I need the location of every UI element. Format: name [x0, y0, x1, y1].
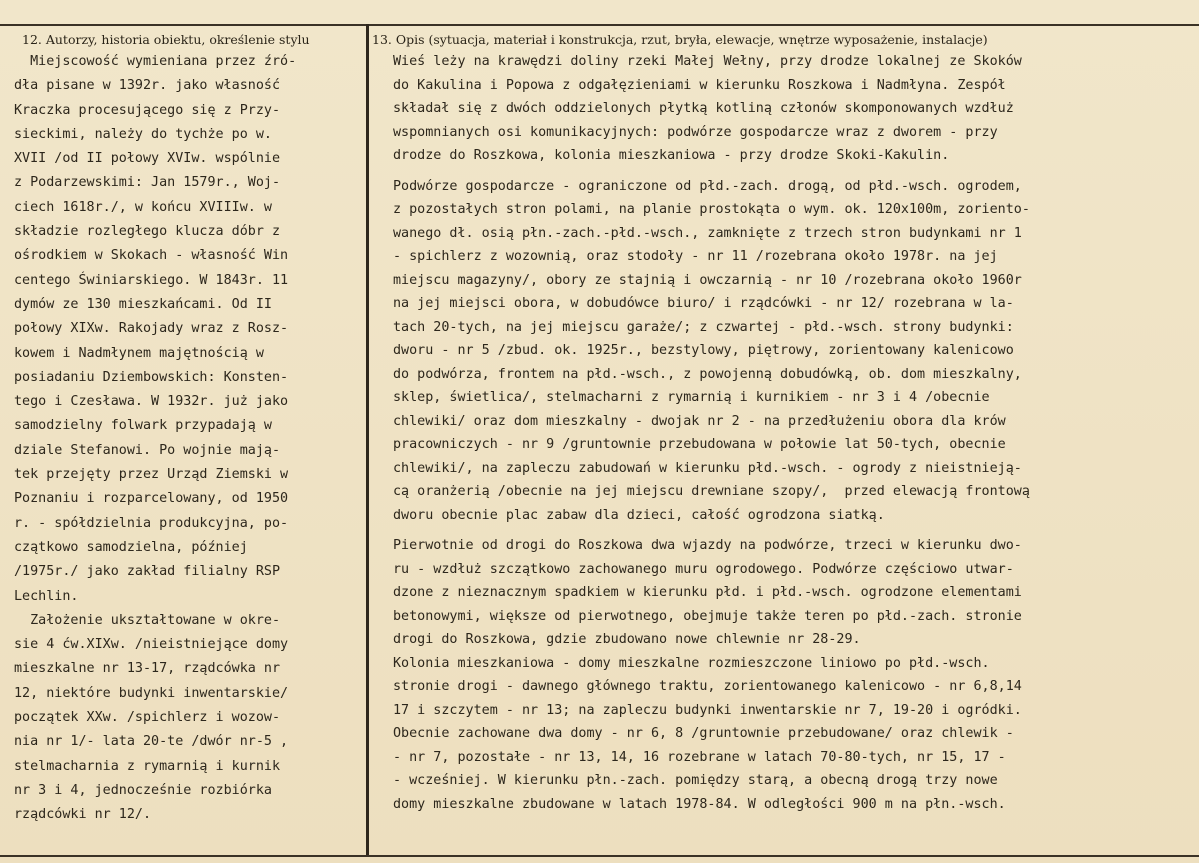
- history-text-line: samodzielny folwark przypadają w: [14, 418, 272, 434]
- description-text-line: domy mieszkalne zbudowane w latach 1978-84. W odległości 900 m na płn.-wsch.: [393, 796, 1006, 812]
- description-text-line: Wieś leży na krawędzi doliny rzeki Małej Wełny, przy drodze lokalnej ze Skoków: [393, 54, 1022, 69]
- history-text-line: składzie rozległego klucza dóbr z: [14, 224, 281, 240]
- description-text-line: drodze do Roszkowa, kolonia mieszkaniowa - przy drodze Skoki-Kakulin.: [393, 148, 950, 163]
- history-text-line: z Podarzewskimi: Jan 1579r., Woj-: [14, 175, 281, 191]
- column-divider: [366, 24, 369, 855]
- description-text-line: dworu - nr 5 /zbud. ok. 1925r., bezstylowy, piętrowy, zorientowany kalenicowo: [393, 343, 1014, 358]
- history-text-line: mieszkalne nr 13-17, rządcówka nr: [14, 661, 281, 677]
- top-rule: [0, 24, 1199, 26]
- description-text-line: dzone z nieznacznym spadkiem w kierunku płd. i płd.-wsch. ogrodzone elementami: [393, 585, 1022, 600]
- description-text-line: drogi do Roszkowa, gdzie zbudowano nowe chlewnie nr 28-29.: [393, 632, 861, 647]
- history-text-column: [14, 50, 364, 828]
- history-text-line: ośrodkiem w Skokach - własność Win: [14, 248, 289, 264]
- history-text-line: r. - spółdzielnia produkcyjna, po-: [14, 515, 289, 531]
- description-text-line: Pierwotnie od drogi do Roszkowa dwa wjazdy na podwórze, trzeci w kierunku dwo-: [393, 538, 1022, 553]
- right-column-header: 13. Opis (sytuacja, materiał i konstrukcja, rzut, bryła, elewacje, wnętrze wyposażenie, instalacje): [372, 32, 988, 47]
- history-text-line: rządcówki nr 12/.: [14, 807, 152, 823]
- description-text-line: do podwórza, frontem na płd.-wsch., z powojenną dobudówką, ob. dom mieszkalny,: [393, 366, 1022, 382]
- description-text-line: 17 i szczytem - nr 13; na zapleczu budynki inwentarskie nr 7, 19-20 i ogródki.: [393, 702, 1022, 718]
- history-text-line: /1975r./ jako zakład filialny RSP: [14, 564, 281, 580]
- history-text-line: dymów ze 130 mieszkańcami. Od II: [14, 296, 272, 312]
- history-text-line: Kraczka procesującego się z Przy-: [14, 102, 281, 118]
- history-text-line: Lechlin.: [14, 588, 79, 604]
- history-text-line: 12, niektóre budynki inwentarskie/: [14, 685, 289, 701]
- history-text-line: czątkowo samodzielna, później: [14, 539, 248, 555]
- history-text-line: dziale Stefanowi. Po wojnie mają-: [14, 442, 281, 458]
- history-text-line: centego Świniarskiego. W 1843r. 11: [14, 272, 289, 288]
- history-text-line: dła pisane w 1392r. jako własność: [14, 78, 281, 94]
- description-text-line: stronie drogi - dawnego głównego traktu, zorientowanego kalenicowo - nr 6,8,14: [393, 679, 1022, 694]
- history-text-line: ciech 1618r./, w końcu XVIIIw. w: [14, 199, 272, 215]
- description-text-line: Podwórze gospodarcze - ograniczone od płd.-zach. drogą, od płd.-wsch. ogrodem,: [393, 178, 1022, 194]
- description-text-column: [393, 50, 1193, 816]
- paragraph-gap: [393, 168, 1193, 175]
- history-text-line: tek przejęty przez Urząd Ziemski w: [14, 467, 289, 483]
- history-text-line: Poznaniu i rozparcelowany, od 1950: [14, 491, 289, 507]
- history-text-line: połowy XIXw. Rakojady wraz z Rosz-: [14, 321, 289, 337]
- description-text-line: miejscu magazyny/, obory ze stajnią i owczarnią - nr 10 /rozebrana około 1960r: [393, 272, 1022, 288]
- description-text-line: dworu obecnie plac zabaw dla dzieci, całość ogrodzona siatką.: [393, 507, 885, 523]
- description-text-line: tach 20-tych, na jej miejscu garaże/; z czwartej - płd.-wsch. strony budynki:: [393, 319, 1014, 335]
- description-text-line: pracowniczych - nr 9 /gruntownie przebudowana w połowie lat 50-tych, obecnie: [393, 437, 1006, 452]
- description-text-line: do Kakulina i Popowa z odgałęzieniami w kierunku Roszkowa i Nadmłyna. Zespół: [393, 77, 1006, 93]
- description-text-line: składał się z dwóch oddzielonych płytką kotliną członów skomponowanych wzdłuż: [393, 101, 1014, 116]
- description-text-line: sklep, świetlica/, stelmacharni z rymarnią i kurnikiem - nr 3 i 4 /obecnie: [393, 390, 990, 405]
- description-text-line: betonowymi, większe od pierwotnego, obejmuje także teren po płd.-zach. stronie: [393, 608, 1022, 624]
- description-text-line: wspomnianych osi komunikacyjnych: podwórze gospodarcze wraz z dworem - przy: [393, 124, 998, 140]
- history-text-line: nia nr 1/- lata 20-te /dwór nr-5 ,: [14, 734, 289, 750]
- paragraph-gap: [393, 527, 1193, 534]
- description-text-line: Kolonia mieszkaniowa - domy mieszkalne rozmieszczone liniowo po płd.-wsch.: [393, 655, 990, 671]
- description-text-line: - spichlerz z wozownią, oraz stodoły - nr 11 /rozebrana około 1978r. na jej: [393, 249, 998, 264]
- left-column-header: 12. Autorzy, historia obiektu, określenie stylu: [22, 32, 310, 47]
- description-text-line: wanego dł. osią płn.-zach.-płd.-wsch., zamknięte z trzech stron budynkami nr 1: [393, 225, 1022, 241]
- description-text-line: - wcześniej. W kierunku płn.-zach. pomiędzy starą, a obecną drogą trzy nowe: [393, 773, 998, 788]
- history-text-line: tego i Czesława. W 1932r. już jako: [14, 394, 289, 410]
- history-text-line: XVII /od II połowy XVIw. wspólnie: [14, 151, 281, 167]
- description-text-line: chlewiki/, na zapleczu zabudowań w kierunku płd.-wsch. - ogrody z nieistnieją-: [393, 460, 1022, 476]
- bottom-rule: [0, 855, 1199, 857]
- description-text-line: chlewiki/ oraz dom mieszkalny - dwojak nr 2 - na przedłużeniu obora dla krów: [393, 413, 1006, 429]
- history-text-line: początek XXw. /spichlerz i wozow-: [14, 710, 281, 726]
- history-text-line: nr 3 i 4, jednocześnie rozbiórka: [14, 782, 272, 798]
- history-text-line: sieckimi, należy do tychże po w.: [14, 126, 272, 142]
- description-text-line: Obecnie zachowane dwa domy - nr 6, 8 /gruntownie przebudowane/ oraz chlewik -: [393, 726, 1014, 741]
- history-text-line: stelmacharnia z rymarnią i kurnik: [14, 758, 281, 774]
- description-text-line: cą oranżerią /obecnie na jej miejscu drewniane szopy/, przed elewacją frontową: [393, 484, 1030, 499]
- history-text-line: posiadaniu Dziembowskich: Konsten-: [14, 369, 289, 385]
- description-text-line: z pozostałych stron polami, na planie prostokąta o wym. ok. 120x100m, zoriento-: [393, 202, 1030, 217]
- history-text-line: Założenie ukształtowane w okre-: [14, 612, 281, 628]
- description-text-line: - nr 7, pozostałe - nr 13, 14, 16 rozebrane w latach 70-80-tych, nr 15, 17 -: [393, 749, 1006, 765]
- description-text-line: ru - wzdłuż szczątkowo zachowanego muru ogrodowego. Podwórze częściowo utwar-: [393, 561, 1014, 577]
- description-text-line: na jej miejsci obora, w dobudówce biuro/ i rządcówki - nr 12/ rozebrana w la-: [393, 296, 1014, 311]
- history-text-line: Miejscowość wymieniana przez źró-: [14, 54, 297, 69]
- history-text-line: sie 4 ćw.XIXw. /nieistniejące domy: [14, 637, 289, 653]
- history-text-line: kowem i Nadmłynem majętnością w: [14, 345, 264, 361]
